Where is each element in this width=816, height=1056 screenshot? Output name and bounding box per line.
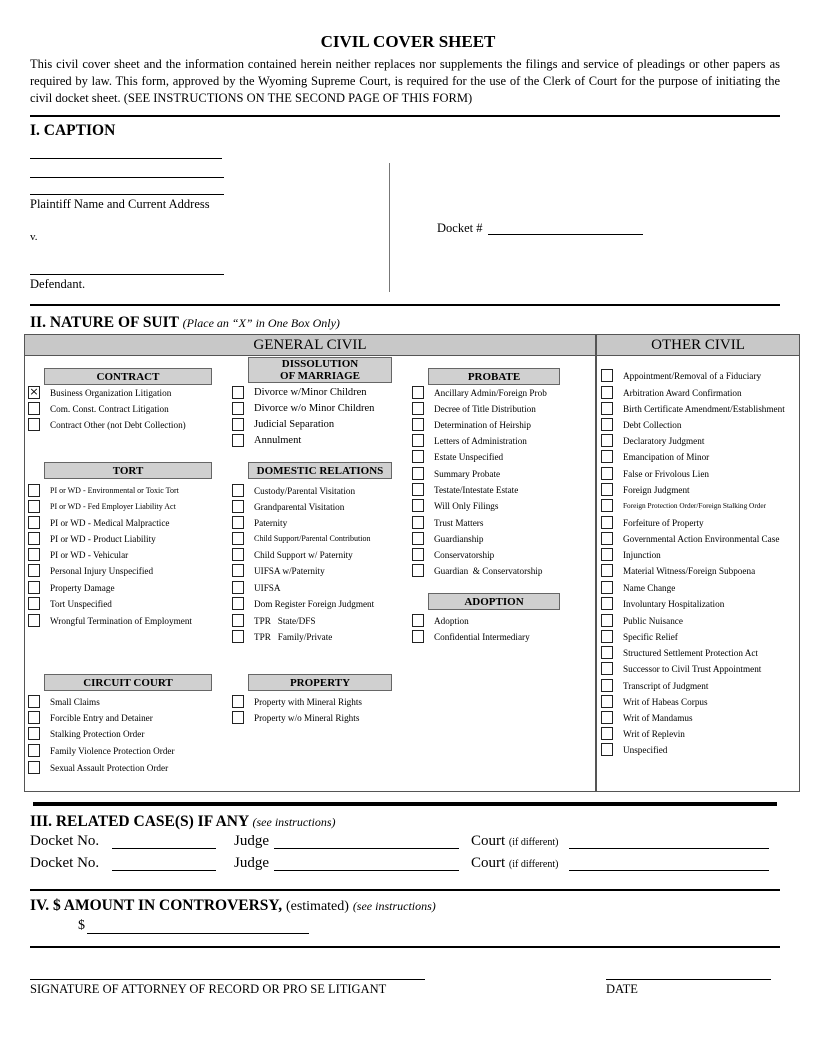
option-label: Transcript of Judgment	[623, 681, 709, 691]
option-label: Judicial Separation	[254, 419, 335, 430]
circuit-court-header: CIRCUIT COURT	[44, 674, 212, 691]
option-label: Writ of Mandamus	[623, 713, 693, 723]
checkbox[interactable]	[601, 630, 613, 643]
checkbox[interactable]	[412, 564, 424, 577]
option-label: Property w/o Mineral Rights	[254, 713, 360, 723]
option-label: Personal Injury Unspecified	[50, 566, 154, 576]
checkbox[interactable]	[601, 369, 613, 382]
docket-label: Docket #	[437, 221, 483, 235]
judge-label-2: Judge	[234, 855, 269, 871]
checkbox[interactable]	[28, 532, 40, 545]
option-label: Trust Matters	[434, 518, 484, 528]
court-label-text: Court	[471, 855, 506, 871]
plaintiff-label: Plaintiff Name and Current Address	[30, 197, 210, 211]
option-label: Decree of Title Distribution	[434, 404, 536, 414]
option-label: Property with Mineral Rights	[254, 697, 362, 707]
checkbox[interactable]	[28, 744, 40, 757]
amount-note: (see instructions)	[352, 899, 436, 913]
checkbox[interactable]	[232, 630, 244, 643]
option-label: Dom Register Foreign Judgment	[254, 599, 375, 609]
checkbox[interactable]	[232, 434, 244, 447]
nature-heading-text: II. NATURE OF SUIT	[30, 314, 179, 331]
option-label: Estate Unspecified	[434, 452, 504, 462]
option-label: Testate/Intestate Estate	[434, 485, 519, 495]
option-label: Letters of Administration	[434, 436, 527, 446]
divider	[30, 889, 780, 891]
nature-heading	[30, 314, 340, 332]
option-label: Declaratory Judgment	[623, 436, 705, 446]
option-label: Sexual Assault Protection Order	[50, 763, 169, 773]
adoption-header: ADOPTION	[428, 593, 560, 610]
option-label: Tort Unspecified	[50, 599, 112, 609]
checkbox[interactable]: ×	[29, 385, 39, 398]
option-label: UIFSA w/Paternity	[254, 566, 325, 576]
checkbox[interactable]	[232, 402, 244, 415]
option-label: Will Only Filings	[434, 501, 499, 511]
option-label: PI or WD - Medical Malpractice	[50, 518, 170, 528]
checkbox[interactable]	[601, 614, 613, 627]
option-label: Foreign Judgment	[623, 485, 690, 495]
option-label: Property Damage	[50, 583, 115, 593]
tort-header: TORT	[44, 462, 212, 479]
court-label-1	[471, 833, 558, 850]
option-label: Grandparental Visitation	[254, 502, 345, 512]
docket-no-label-2: Docket No.	[30, 855, 100, 871]
option-label: Wrongful Termination of Employment	[50, 616, 192, 626]
option-label: Com. Const. Contract Litigation	[50, 404, 169, 414]
nature-of-suit-grid	[24, 334, 800, 792]
checkbox[interactable]	[28, 564, 40, 577]
nature-heading-note: (Place an “X” in One Box Only)	[182, 316, 340, 330]
checkbox[interactable]	[28, 695, 40, 708]
amount-heading	[30, 897, 436, 915]
option-label: PI or WD - Vehicular	[50, 550, 129, 560]
checkbox[interactable]	[28, 581, 40, 594]
option-label: Divorce w/o Minor Children	[254, 403, 375, 414]
option-label: Appointment/Removal of a Fiduciary	[623, 371, 762, 381]
option-label: Forfeiture of Property	[623, 518, 704, 528]
checkbox[interactable]	[28, 418, 40, 431]
amount-estimated: (estimated)	[285, 899, 349, 914]
court-field-2[interactable]	[569, 870, 769, 871]
docket-no-field-1[interactable]	[112, 848, 216, 849]
caption-divider	[389, 163, 390, 292]
option-label: Summary Probate	[434, 469, 501, 479]
court-note: (if different)	[508, 837, 559, 848]
intro-text: This civil cover sheet and the information contained herein neither replaces nor supplements the filings and service of pleadings or other papers as required by law. This form, approved by the Wyoming Supreme Court, is required for the use of the Clerk of Court for the purpose of initiating the civil docket sheet. (SEE INSTRUCTIONS ON THE SECOND PAGE OF THIS FORM)	[30, 57, 780, 105]
defendant-label: Defendant.	[30, 277, 86, 291]
option-label: Forcible Entry and Detainer	[50, 713, 153, 723]
divider	[30, 115, 780, 117]
plaintiff-line-3[interactable]	[30, 194, 224, 195]
signature-field[interactable]	[30, 979, 425, 980]
checkbox[interactable]	[412, 450, 424, 463]
option-label: Small Claims	[50, 697, 100, 707]
checkbox[interactable]	[412, 402, 424, 415]
option-label: Annulment	[254, 435, 302, 446]
dissolution-title-2: OF MARRIAGE	[280, 370, 360, 382]
checkbox[interactable]	[28, 614, 40, 627]
amount-field[interactable]	[87, 933, 309, 934]
checkbox[interactable]	[28, 597, 40, 610]
checkbox[interactable]	[601, 564, 613, 577]
checkbox[interactable]	[601, 727, 613, 740]
divider	[30, 304, 780, 306]
checkbox[interactable]	[601, 450, 613, 463]
option-label: Writ of Habeas Corpus	[623, 697, 708, 707]
option-label: PI or WD - Environmental or Toxic Tort	[50, 486, 179, 495]
column-divider	[595, 335, 597, 791]
checkbox[interactable]	[601, 581, 613, 594]
divider	[30, 946, 780, 948]
option-label: UIFSA	[254, 583, 281, 593]
option-label: Adoption	[434, 616, 469, 626]
checkbox[interactable]	[601, 386, 613, 399]
checkbox[interactable]	[232, 516, 244, 529]
checkbox[interactable]	[232, 614, 244, 627]
checkbox[interactable]	[412, 614, 424, 627]
checkbox[interactable]	[601, 662, 613, 675]
plaintiff-line-2[interactable]	[30, 177, 224, 178]
checkbox[interactable]	[601, 532, 613, 545]
checkbox[interactable]	[412, 532, 424, 545]
checkbox[interactable]	[601, 743, 613, 756]
option-label: Involuntary Hospitalization	[623, 599, 725, 609]
checkbox[interactable]	[28, 500, 40, 513]
option-label: Ancillary Admin/Foreign Prob	[434, 388, 547, 398]
judge-field-1[interactable]	[274, 848, 459, 849]
court-label-text: Court	[471, 833, 506, 849]
option-label: Stalking Protection Order	[50, 729, 145, 739]
date-label: DATE	[606, 982, 638, 996]
versus-label: v.	[30, 231, 38, 243]
option-label: Governmental Action Environmental Case	[623, 534, 780, 544]
amount-heading-text: IV. $ AMOUNT IN CONTROVERSY,	[30, 897, 283, 914]
related-heading	[30, 813, 336, 831]
checkbox[interactable]	[601, 499, 613, 512]
option-label: Guardian & Conservatorship	[434, 566, 543, 576]
related-heading-note: (see instructions)	[252, 815, 336, 829]
checkbox[interactable]	[28, 711, 40, 724]
checkbox[interactable]	[28, 727, 40, 740]
checkbox[interactable]	[601, 467, 613, 480]
option-label: PI or WD - Product Liability	[50, 534, 156, 544]
checkbox[interactable]	[601, 711, 613, 724]
checkbox[interactable]	[412, 630, 424, 643]
checkbox[interactable]	[28, 484, 40, 497]
option-label: Child Support w/ Paternity	[254, 550, 353, 560]
divider	[33, 802, 777, 806]
date-field[interactable]	[606, 979, 771, 980]
general-civil-header: GENERAL CIVIL	[25, 335, 595, 356]
caption-heading: I. CAPTION	[30, 122, 116, 139]
option-label: Successor to Civil Trust Appointment	[623, 664, 762, 674]
checkbox[interactable]	[412, 483, 424, 496]
checkbox[interactable]	[412, 418, 424, 431]
dollar-sign: $	[78, 918, 85, 933]
dissolution-header	[248, 357, 392, 383]
option-label: Material Witness/Foreign Subpoena	[623, 566, 756, 576]
probate-header: PROBATE	[428, 368, 560, 385]
judge-field-2[interactable]	[274, 870, 459, 871]
domestic-relations-header: DOMESTIC RELATIONS	[248, 462, 392, 479]
option-label: TPR Family/Private	[254, 632, 333, 642]
checkbox[interactable]	[412, 499, 424, 512]
option-label: Writ of Replevin	[623, 729, 685, 739]
dissolution-title-1: DISSOLUTION	[281, 358, 359, 370]
form-title: CIVIL COVER SHEET	[320, 32, 496, 51]
checkbox[interactable]	[232, 711, 244, 724]
checkbox[interactable]	[601, 695, 613, 708]
option-label: Business Organization Litigation	[50, 388, 172, 398]
checkbox[interactable]	[601, 597, 613, 610]
option-label: Structured Settlement Protection Act	[623, 648, 758, 658]
checkbox[interactable]	[232, 500, 244, 513]
checkbox[interactable]	[412, 434, 424, 447]
checkbox[interactable]	[232, 418, 244, 431]
docket-no-label-1: Docket No.	[30, 833, 100, 849]
checkbox[interactable]	[601, 483, 613, 496]
option-label: Confidential Intermediary	[434, 632, 530, 642]
option-label: Family Violence Protection Order	[50, 746, 175, 756]
checkbox[interactable]	[232, 548, 244, 561]
court-note: (if different)	[508, 859, 559, 870]
docket-number-field[interactable]	[488, 234, 643, 235]
checkbox[interactable]	[412, 548, 424, 561]
checkbox[interactable]	[601, 548, 613, 561]
option-label: TPR State/DFS	[254, 616, 316, 626]
option-label: Paternity	[254, 518, 288, 528]
checkbox[interactable]	[601, 402, 613, 415]
option-label: Conservatorship	[434, 550, 495, 560]
court-field-1[interactable]	[569, 848, 769, 849]
checkbox[interactable]	[601, 516, 613, 529]
option-label: Child Support/Parental Contribution	[254, 534, 371, 543]
option-label: Guardianship	[434, 534, 484, 544]
checkbox[interactable]	[601, 679, 613, 692]
checkbox[interactable]	[232, 484, 244, 497]
option-label: Contract Other (not Debt Collection)	[50, 420, 186, 430]
defendant-line[interactable]	[30, 274, 224, 275]
checkbox[interactable]	[28, 402, 40, 415]
checkbox[interactable]	[232, 581, 244, 594]
checkbox[interactable]	[232, 597, 244, 610]
docket-no-field-2[interactable]	[112, 870, 216, 871]
option-label: Determination of Heirship	[434, 420, 531, 430]
option-label: Custody/Parental Visitation	[254, 486, 356, 496]
checkbox[interactable]	[232, 532, 244, 545]
option-label: Birth Certificate Amendment/Establishment	[623, 404, 785, 414]
other-civil-header: OTHER CIVIL	[597, 335, 799, 356]
checkbox[interactable]	[28, 761, 40, 774]
checkbox[interactable]	[232, 695, 244, 708]
property-header: PROPERTY	[248, 674, 392, 691]
checkbox[interactable]	[601, 646, 613, 659]
checkbox[interactable]	[412, 467, 424, 480]
option-label: Name Change	[623, 583, 676, 593]
option-label: Emancipation of Minor	[623, 452, 710, 462]
signature-label: SIGNATURE OF ATTORNEY OF RECORD OR PRO SE LITIGANT	[30, 982, 387, 996]
checkbox[interactable]	[232, 386, 244, 399]
checkbox[interactable]	[232, 564, 244, 577]
checkbox[interactable]	[28, 548, 40, 561]
option-label: Divorce w/Minor Children	[254, 387, 367, 398]
option-label: Public Nuisance	[623, 616, 683, 626]
option-label: PI or WD - Fed Employer Liability Act	[50, 502, 176, 511]
checkbox[interactable]	[28, 516, 40, 529]
court-label-2	[471, 855, 558, 872]
option-label: False or Frivolous Lien	[623, 469, 709, 479]
option-label: Arbitration Award Confirmation	[623, 388, 742, 398]
judge-label-1: Judge	[234, 833, 269, 849]
checkbox[interactable]	[412, 516, 424, 529]
related-heading-text: III. RELATED CASE(S) IF ANY	[30, 813, 249, 830]
option-label: Foreign Protection Order/Foreign Stalking Order	[623, 501, 767, 510]
option-label: Debt Collection	[623, 420, 682, 430]
checkbox[interactable]	[601, 434, 613, 447]
option-label: Unspecified	[623, 745, 668, 755]
option-label: Specific Relief	[623, 632, 678, 642]
checkbox[interactable]	[601, 418, 613, 431]
contract-header: CONTRACT	[44, 368, 212, 385]
plaintiff-line-1[interactable]	[30, 158, 222, 159]
option-label: Injunction	[623, 550, 661, 560]
checkbox[interactable]	[412, 386, 424, 399]
